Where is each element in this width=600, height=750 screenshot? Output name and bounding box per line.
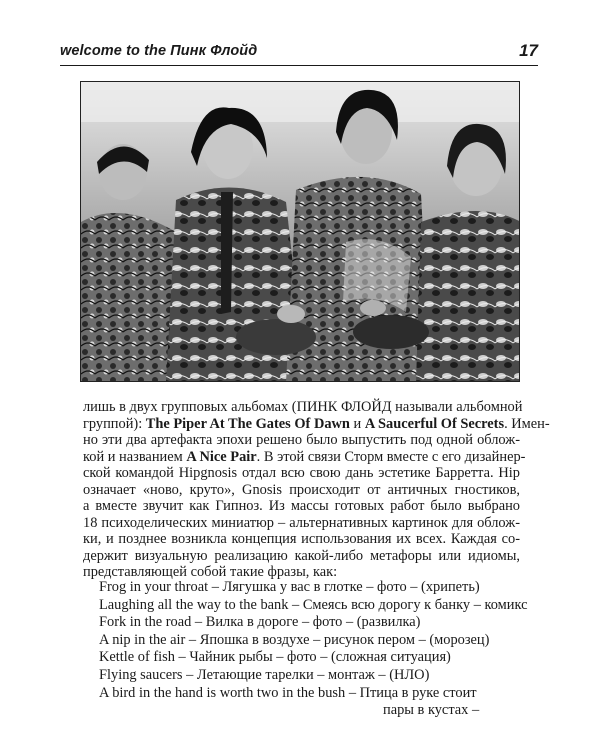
body-line: но эти два артефакта эпохи решено было выпустить под одной облож-: [83, 432, 520, 449]
running-head: welcome to the Пинк Флойд: [60, 43, 258, 59]
body-line: означает «ново, круто», Gnosis происходит от античных гностиков,: [83, 481, 520, 498]
album-title-saucerful: A Saucerful Of Secrets: [364, 415, 505, 432]
body-line: ки, и позднее возникла концепция использования их всех. Каждая со-: [83, 531, 520, 548]
phrase-item: A bird in the hand is worth two in the bush – Птица в руке стоит: [99, 684, 477, 701]
phrase-item: Flying saucers – Летающие тарелки – монтаж – (НЛО): [99, 666, 430, 683]
phrase-item-continuation: пары в кустах –: [383, 702, 480, 719]
phrase-item: Laughing all the way to the bank – Смеясь всю дорогу к банку – комикс: [99, 596, 528, 613]
album-title-nice-pair: A Nice Pair: [186, 448, 257, 465]
body-line: ской командой Hipgnosis отдал всю свою дань эстетике Барретта. Hip: [83, 465, 520, 482]
band-photo: [80, 81, 520, 382]
body-line: кой и названием A Nice Pair. В этой связи Сторм вместе с его дизайнер-: [83, 448, 526, 465]
body-line: группой): The Piper At The Gates Of Dawn и A Saucerful Of Secrets. Имен-: [83, 415, 550, 432]
body-line: лишь в двух групповых альбомах (ПИНК ФЛОЙД называли альбомной: [83, 399, 523, 415]
band-photo-icon: [81, 82, 520, 382]
header-rule: [60, 65, 538, 66]
album-title-piper: The Piper At The Gates Of Dawn: [145, 415, 350, 432]
body-paragraph: [83, 399, 550, 581]
body-line: 18 психоделических миниатюр – альтернативных картинок для облож-: [83, 514, 520, 531]
body-line: представляющей собой такие фразы, как:: [83, 564, 338, 581]
phrase-item: Frog in your throat – Лягушка у вас в глотке – фото – (хрипеть): [99, 579, 480, 595]
phrase-list: [99, 579, 529, 720]
body-line: а вместе звучит как Гипноз. Из массы готовых работ было выбрано: [83, 498, 520, 515]
body-line: держит визуальную реализацию какой-либо метафоры или идиомы,: [83, 547, 520, 564]
page-header: [60, 40, 540, 64]
phrase-item: Kettle of fish – Чайник рыбы – фото – (сложная ситуация): [99, 649, 451, 666]
phrase-item: Fork in the road – Вилка в дороге – фото – (развилка): [99, 614, 421, 631]
page-number: 17: [519, 41, 538, 60]
phrase-item: A nip in the air – Япошка в воздухе – рисунок пером – (морозец): [99, 631, 490, 648]
